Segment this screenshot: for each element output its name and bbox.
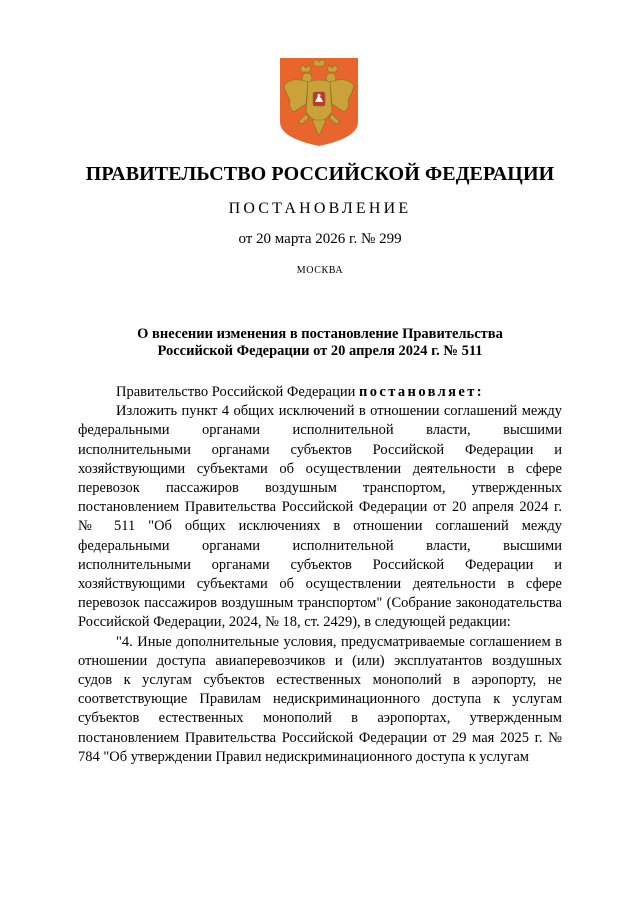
body-paragraph-2: "4. Иные дополнительные условия, предусматриваемые соглашением в отношении доступа авиаперевозчиков и (или) эксплуатантов воздушных судов к услугам субъектов естественных монополий в аэропорту, не соответствующие Правилам недискриминационного доступа к услугам субъектов естественных монополий в аэропортах, утвержденным постановлением Правительства Российской Федерации от 29 мая 2025 г. № 784 "Об утверждении Правил недискриминационного доступа к услугам [78,633,562,765]
body-paragraph-1: Изложить пункт 4 общих исключений в отношении соглашений между федеральными органами исполнительной власти, высшими исполнительными органами субъектов Российской Федерации и хозяйствующими субъектами об осуществлении деятельности в сфере перевозок пассажиров воздушным транспортом, утвержденных постановлением Правительства Российской Федерации от 20 апреля 2024 г. № 511 "Об общих исключениях в отношении соглашений между федеральными органами исполнительной власти, высшими исполнительными органами субъектов Российской Федерации и хозяйствующими субъектами об осуществлении деятельности в сфере перевозок пассажиров воздушным транспортом" (Собрание законодательства Российской Федерации, 2024, № 18, ст. 2429), в следующей редакции: [78,403,562,631]
government-title: ПРАВИТЕЛЬСТВО РОССИЙСКОЙ ФЕДЕРАЦИИ [85,163,555,185]
heading-line-2: Российской Федерации от 20 апреля 2024 г. № 511 [157,343,483,359]
document-heading [0,326,640,360]
decree-word: постановляет: [358,384,485,400]
document-city: МОСКВА [296,265,344,276]
russian-coat-of-arms-icon [278,56,360,148]
document-body [78,383,562,767]
document-date-number: от 20 марта 2026 г. № 299 [238,231,402,247]
intro-text: Правительство Российской Федерации [116,384,359,400]
document-type: ПОСТАНОВЛЕНИЕ [228,200,412,217]
heading-line-1: О внесении изменения в постановление Правительства [137,326,503,342]
intro-paragraph [78,383,562,402]
